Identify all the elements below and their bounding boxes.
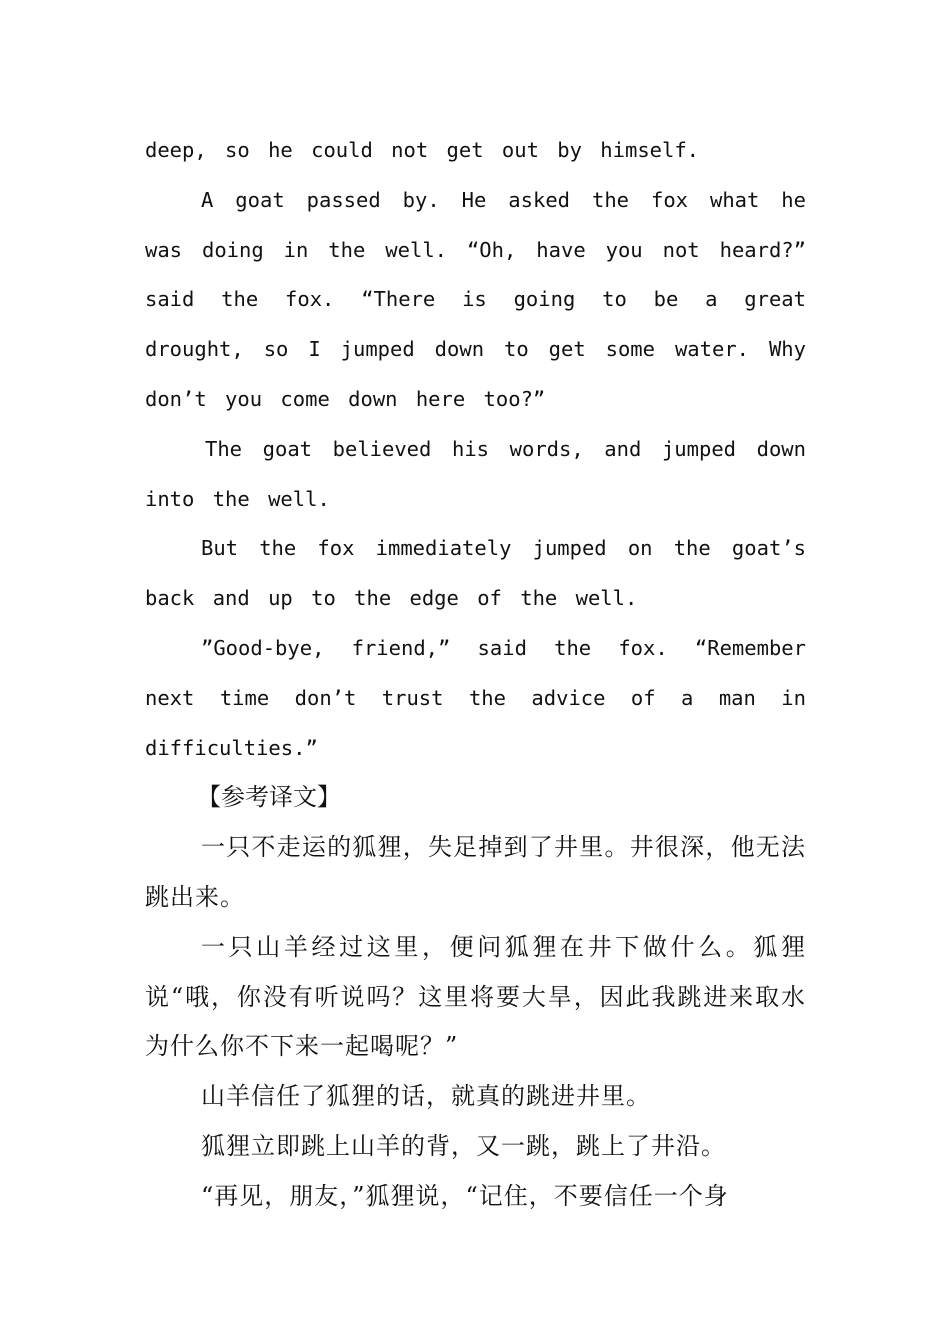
paragraph-zh-3: 山羊信任了狐狸的话，就真的跳进井里。 <box>201 1082 651 1111</box>
section-heading-translation: 【参考译文】 <box>197 783 341 812</box>
paragraph-continuation: deep, so he could not get out by himself. <box>145 138 700 162</box>
document-body <box>145 126 806 1222</box>
paragraph-goodbye: ”Good-bye, friend,” said the fox. “Remember next time don’t trust the advice of a man in difficulties.” <box>145 635 806 760</box>
paragraph-goat-passes: A goat passed by. He asked the fox what he was doing in the well. “Oh, have you not heard?” said the fox. “There is going to be a great drought, so I jumped down to get some water. Why don’t you come down here too?” <box>145 187 806 411</box>
paragraph-goat-believed: The goat believed his words, and jumped down into the well. <box>145 436 806 511</box>
paragraph-zh-5: “再见，朋友，”狐狸说，“记住，不要信任一个身 <box>201 1181 729 1210</box>
paragraph-zh-4: 狐狸立即跳上山羊的背，又一跳，跳上了井沿。 <box>201 1131 726 1160</box>
paragraph-zh-1: 一只不走运的狐狸，失足掉到了井里。井很深，他无法跳出来。 <box>145 833 806 911</box>
paragraph-fox-jumped: But the fox immediately jumped on the goat’s back and up to the edge of the well. <box>145 536 806 611</box>
paragraph-zh-2: 一只山羊经过这里，便问狐狸在井下做什么。狐狸说“哦，你没有听说吗？这里将要大旱，因此我跳进来取水为什么你不下来一起喝呢？” <box>145 932 806 1061</box>
